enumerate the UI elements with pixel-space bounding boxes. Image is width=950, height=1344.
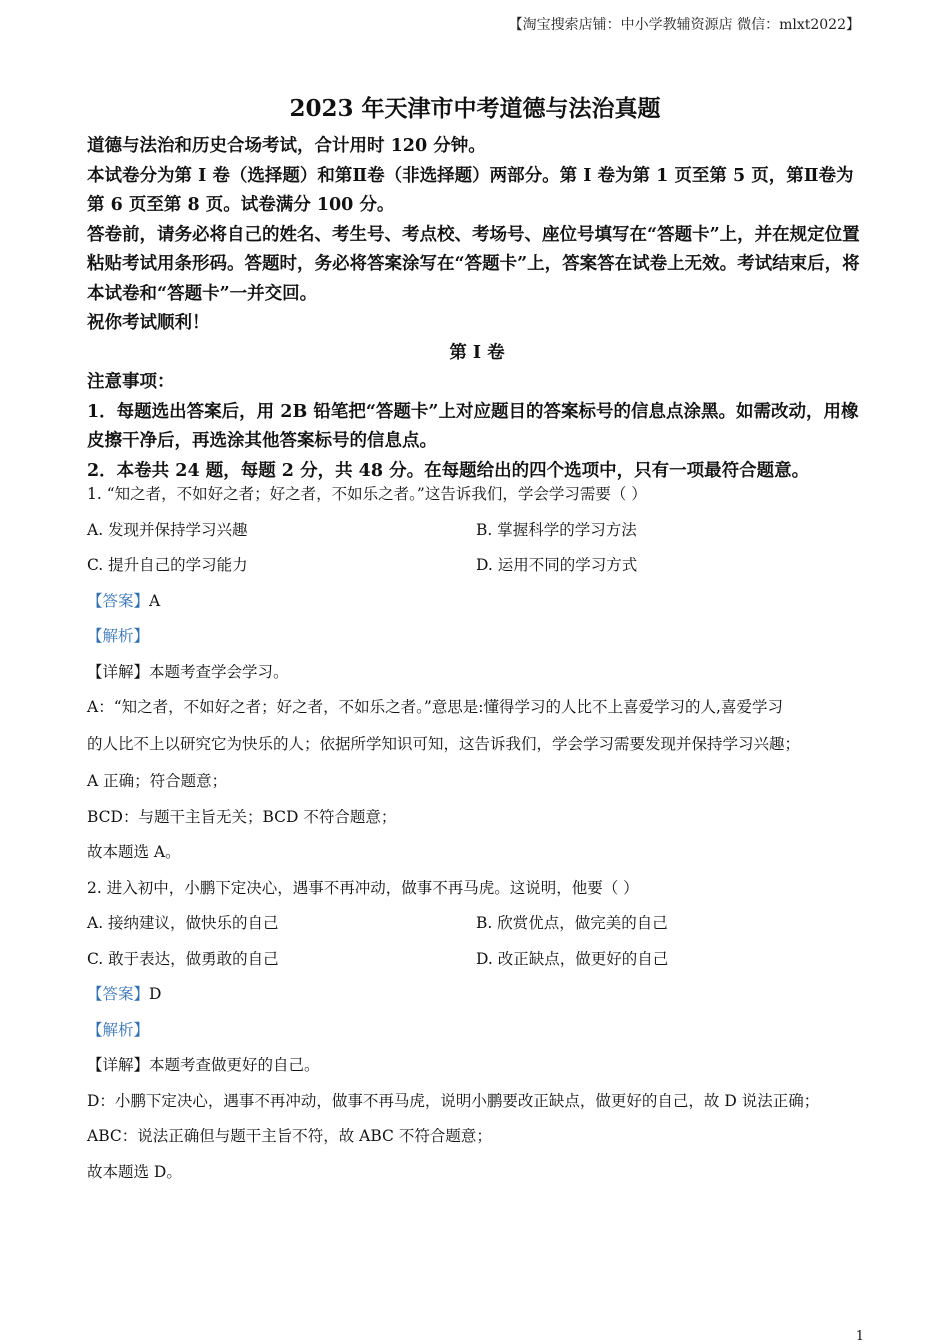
option: C. 提升自己的学习能力: [87, 556, 248, 574]
answer-line: [87, 983, 867, 1019]
option: D. 改正缺点，做更好的自己: [476, 949, 669, 968]
notes-title: 注意事项：: [87, 372, 175, 392]
detail-line: A：“知之者，不如好之者；好之者，不如乐之者。”意思是:懂得学习的人比不上喜爱学习的人,喜爱学习: [87, 698, 783, 716]
detail-line: D：小鹏下定决心，遇事不再冲动，做事不再马虎，说明小鹏要改正缺点，做更好的自己，故 D 说法正确；: [87, 1091, 820, 1110]
intro-line: 道德与法治和历史合场考试，合计用时 120 分钟。: [87, 136, 486, 156]
detail-line: A 正确；符合题意；: [87, 772, 228, 790]
note-item: 1．每题选出答案后，用 2B 铅笔把“答题卡”上对应题目的答案标号的信息点涂黑。如需改动，用橡皮擦干净后，再选涂其他答案标号的信息点。: [87, 401, 859, 451]
detail-line: 故本题选 D。: [87, 1162, 182, 1181]
questions-area: [87, 483, 867, 1196]
option: A. 发现并保持学习兴趣: [87, 520, 248, 539]
option: B. 欣赏优点，做完美的自己: [476, 914, 668, 932]
page-number: 1: [855, 1329, 864, 1344]
section-title: 第 I 卷: [449, 342, 505, 363]
answer-line: [87, 590, 867, 626]
question-stem: 1. “知之者，不如好之者；好之者，不如乐之者。”这告诉我们，学会学习需要（ ）: [87, 485, 647, 503]
option: B. 掌握科学的学习方法: [476, 520, 637, 539]
detail-line: BCD：与题干主旨无关；BCD 不符合题意；: [87, 807, 397, 826]
detail-line: 的人比不上以研究它为快乐的人；依据所学知识可知，这告诉我们，学会学习需要发现并保持学习兴趣；: [87, 735, 801, 753]
analysis-line: [87, 1019, 867, 1055]
option-row: [87, 948, 867, 984]
question-stem: 2. 进入初中，小鹏下定决心，遇事不再冲动，做事不再马虎。这说明，他要（ ）: [87, 878, 639, 897]
exam-instructions: [87, 132, 867, 486]
intro-line: 祝你考试顺利！: [87, 313, 210, 333]
intro-line: 答卷前，请务必将自己的姓名、考生号、考点校、考场号、座位号填写在“答题卡”上，并在规定位置粘贴考试用条形码。答题时，务必将答案涂写在“答题卡”上，答案答在试卷上无效。考试结束后，将本试卷和“答题卡”一并交回。: [87, 224, 860, 304]
option: A. 接纳建议，做快乐的自己: [87, 914, 279, 932]
option-row: [87, 554, 867, 590]
answer-value: D: [149, 985, 162, 1003]
note-item: 2．本卷共 24 题，每题 2 分，共 48 分。在每题给出的四个选项中，只有一项最符合题意。: [87, 460, 810, 481]
detail-line: 故本题选 A。: [87, 843, 181, 861]
page-title: 2023 年天津市中考道德与法治真题: [289, 95, 661, 122]
analysis-tag: 【解析】: [87, 1020, 150, 1039]
option-row: [87, 519, 867, 555]
detail-line: 【详解】本题考查学会学习。: [87, 662, 289, 681]
answer-value: A: [149, 591, 161, 610]
option-row: [87, 912, 867, 948]
option: C. 敢于表达，做勇敢的自己: [87, 949, 279, 968]
option: D. 运用不同的学习方式: [476, 556, 638, 574]
answer-tag: 【答案】: [87, 985, 150, 1003]
answer-tag: 【答案】: [87, 591, 150, 610]
detail-line: ABC：说法正确但与题干主旨不符，故 ABC 不符合题意；: [87, 1127, 492, 1145]
intro-line: 本试卷分为第 I 卷（选择题）和第Ⅱ卷（非选择题）两部分。第 I 卷为第 1 页至第 5 页，第Ⅱ卷为第 6 页至第 8 页。试卷满分 100 分。: [87, 165, 854, 215]
detail-line: 【详解】本题考查做更好的自己。: [87, 1056, 320, 1074]
header-note: 【淘宝搜索店铺：中小学教辅资源店 微信：mlxt2022】: [508, 17, 860, 33]
analysis-line: [87, 625, 867, 661]
analysis-tag: 【解析】: [87, 627, 150, 645]
